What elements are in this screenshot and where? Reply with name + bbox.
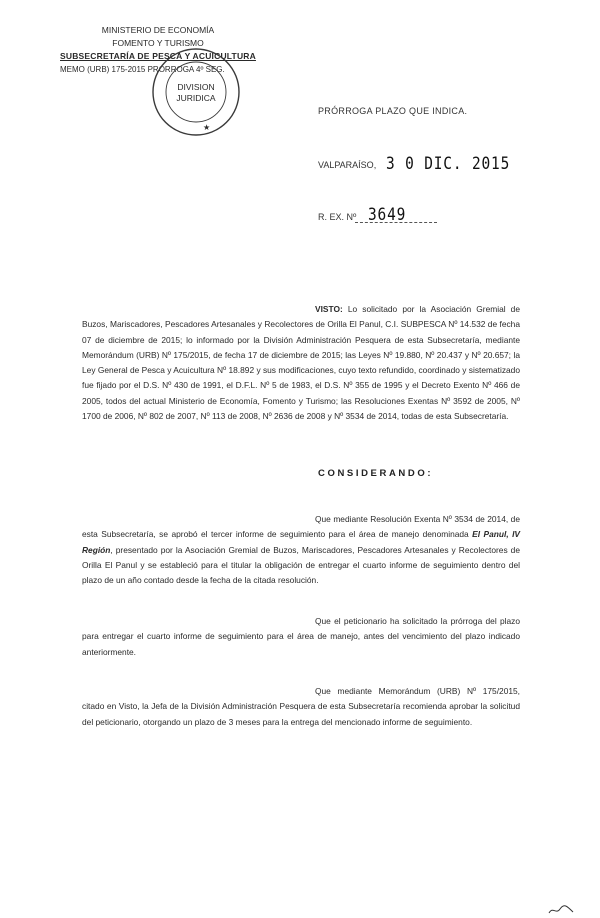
resolution-label: R. EX. Nº	[318, 212, 357, 222]
considerando-1-text-b: , presentado por la Asociación Gremial de Buzos, Mariscadores, Pescadores Artesanales y Recolectores de Orilla El Panul y se estableció para el titular la obligación de entregar el cuarto informe de seguimiento dentro del plazo de un año contado desde la fecha de la citada resolución.	[82, 544, 520, 586]
considerando-2-text: Que el peticionario ha solicitado la prórroga del plazo para entregar el cuarto informe de seguimiento para el área de manejo, antes del vencimiento del plazo indicado anteriormente.	[82, 616, 520, 657]
legal-division-stamp	[150, 46, 242, 138]
visto-label: VISTO:	[315, 304, 343, 314]
subject-reference: PRÓRROGA PLAZO QUE INDICA.	[318, 106, 468, 116]
resolution-number: 3649	[368, 205, 407, 225]
visto-text: Lo solicitado por la Asociación Gremial de Buzos, Mariscadores, Pescadores Artesanales y Recolectores de Orilla El Panul, C.I. SUBPESCA Nº 14.532 de fecha 07 de diciembre de 2015; lo informado por la División Administración Pesquera de esta Subsecretaría, mediante Memorándum (URB) Nº 175/2015, de fecha 17 de diciembre de 2015; las Leyes Nº 19.880, Nº 20.437 y Nº 20.657; la Ley General de Pesca y Acuicultura Nº 18.892 y sus modificaciones, cuyo texto refundido, coordinado y sistematizado fue fijado por el D.S. Nº 430 de 1991, el D.F.L. Nº 5 de 1983, el D.S. Nº 355 de 1995 y el Decreto Exento Nº 466 de 2005, todos del actual Ministerio de Economía, Fomento y Turismo; las Resoluciones Exentas Nº 3592 de 2005, Nº 1700 de 2006, Nº 802 de 2007, Nº 113 de 2008, Nº 2636 de 2008 y Nº 3534 de 2014, todas de esta Subsecretaría.	[82, 304, 520, 422]
stamp-line-2: JURIDICA	[176, 93, 216, 103]
considerando-heading: CONSIDERANDO:	[318, 468, 434, 479]
visto-paragraph	[82, 302, 520, 424]
date-label: VALPARAÍSO,	[318, 160, 377, 170]
date-stamp: 3 0 DIC. 2015	[386, 154, 511, 174]
area-name: El Panul, IV Región	[82, 529, 521, 555]
ministry-subtitle: FOMENTO Y TURISMO	[112, 38, 204, 48]
memo-reference: MEMO (URB) 175-2015 PRÓRROGA 4º SEG.	[60, 65, 225, 74]
considerando-3-text: Que mediante Memorándum (URB) Nº 175/2015, citado en Visto, la Jefa de la División Administración Pesquera de esta Subsecretaría recomienda aprobar la solicitud del peticionario, otorgando un plazo de 3 meses para la entrega del mencionado informe de seguimiento.	[82, 686, 520, 727]
considerando-paragraph-2	[82, 614, 520, 660]
considerando-paragraph-1	[82, 512, 520, 588]
star-icon: ★	[203, 123, 211, 132]
considerando-paragraph-3	[82, 684, 520, 730]
undersecretariat-name: SUBSECRETARÍA DE PESCA Y ACUICULTURA	[60, 51, 256, 61]
ministry-name: MINISTERIO DE ECONOMÍA	[101, 25, 215, 35]
considerando-1-text-a: Que mediante Resolución Exenta Nº 3534 de 2014, de esta Subsecretaría, se aprobó el tercer informe de seguimiento para el área de manejo denominada	[82, 514, 520, 540]
initials-mark	[548, 904, 574, 916]
stamp-line-1: DIVISION	[177, 82, 215, 92]
